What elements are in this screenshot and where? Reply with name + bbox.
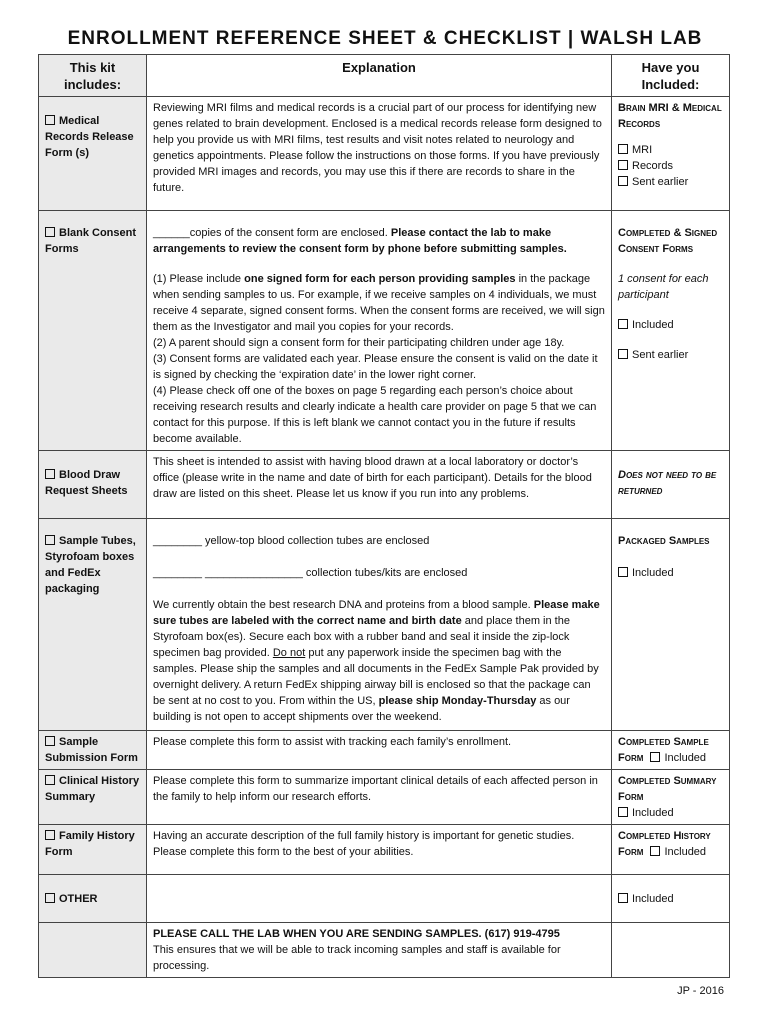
item-consent: Blank Consent Forms bbox=[39, 211, 147, 451]
header-kit: This kit includes: bbox=[39, 55, 147, 97]
checkbox-included[interactable] bbox=[650, 846, 660, 856]
explanation-sample-tubes: ________ yellow-top blood collection tubes are enclosed ________ ________________ collection tubes/kits are enclosed We currently obtain the best research DNA and proteins from a blood sample. Please make sure tubes are labeled with the correct name and birth date and place them in the Styrofoam box(es). Secure each box with a rubber band and seal it inside the zip-lock specimen bag provided. Do not put any paperwork inside the specimen bag with the samples. Please ship the samples and all documents in the FedEx Sample Pak provided by overnight delivery. A return FedEx shipping airway bill is enclosed so that the package can be sent at no cost to you. From within the US, please ship Monday-Thursday as our building is not open to accept shipments over the weekend. bbox=[147, 519, 612, 731]
explanation-medical-records: Reviewing MRI films and medical records is a crucial part of our process for identifying new genes related to brain development. Enclosed is a medical records release form designed to help you provide us with MRI films, test results and visit notes related to neurology and genetics appointments. Please follow the instructions on those forms. If you have previously provided MRI images and records, you may use this if there are records to share in the future. bbox=[147, 97, 612, 211]
check-blood-draw bbox=[612, 451, 730, 519]
checkbox-sent-earlier[interactable] bbox=[618, 349, 628, 359]
page-title: ENROLLMENT REFERENCE SHEET & CHECKLIST | WALSH LAB bbox=[67, 28, 703, 49]
explanation-clinical-history: Please complete this form to summarize important clinical details of each affected person in the family to help inform our research efforts. bbox=[147, 770, 612, 825]
check-title: Does not need to be returned bbox=[618, 469, 717, 497]
explanation-submission-form: Please complete this form to assist with tracking each family’s enrollment. bbox=[147, 731, 612, 770]
item-empty bbox=[39, 923, 147, 978]
item-other: OTHER bbox=[39, 875, 147, 923]
item-submission-form: Sample Submission Form bbox=[39, 731, 147, 770]
check-family-history: Completed History Form Included bbox=[612, 825, 730, 875]
check-title: Completed & Signed Consent Forms bbox=[618, 227, 718, 255]
check-other: Included bbox=[612, 875, 730, 923]
check-submission-form: Completed Sample Form Included bbox=[612, 731, 730, 770]
check-sample-tubes: Packaged Samples Included bbox=[612, 519, 730, 731]
checkbox-records[interactable] bbox=[618, 160, 628, 170]
check-title: Brain MRI & Medical Records bbox=[618, 102, 722, 130]
header-included: Have you Included: bbox=[612, 55, 730, 97]
item-sample-tubes: Sample Tubes, Styrofoam boxes and FedEx packaging bbox=[39, 519, 147, 731]
item-medical-records: Medical Records Release Form (s) bbox=[39, 97, 147, 211]
checklist-table bbox=[38, 54, 730, 978]
check-consent: Completed & Signed Consent Forms 1 consent for each participant Included Sent earlier bbox=[612, 211, 730, 451]
check-empty bbox=[612, 923, 730, 978]
checkbox-mri[interactable] bbox=[618, 144, 628, 154]
row-consent bbox=[39, 211, 730, 451]
check-medical-records: Brain MRI & Medical Records MRI Records Sent earlier bbox=[612, 97, 730, 211]
row-blood-draw bbox=[39, 451, 730, 519]
checkbox[interactable] bbox=[45, 469, 55, 479]
explanation-other[interactable] bbox=[147, 875, 612, 923]
item-family-history: Family History Form bbox=[39, 825, 147, 875]
checkbox-included[interactable] bbox=[618, 567, 628, 577]
checkbox[interactable] bbox=[45, 893, 55, 903]
checkbox-included[interactable] bbox=[650, 752, 660, 762]
checkbox[interactable] bbox=[45, 115, 55, 125]
checkbox[interactable] bbox=[45, 736, 55, 746]
call-lab-note: PLEASE CALL THE LAB WHEN YOU ARE SENDING SAMPLES. (617) 919-4795 This ensures that we will be able to track incoming samples and staff is available for processing. bbox=[147, 923, 612, 978]
explanation-consent: ______copies of the consent form are enclosed. Please contact the lab to make arrangements to review the consent form by phone before submitting samples. (1) Please include one signed form for each person providing samples in the package when sending samples to us. For example, if we receive samples on 4 individuals, we must receive 4 separate, signed consent forms. When the consent forms are received, we will sign them as the Investigator and mail you copies for your records. (2) A parent should sign a consent form for their participating children under age 18y. (3) Consent forms are validated each year. Please ensure the consent is valid on the date it is signed by checking the ‘expiration date’ in the lower right corner. (4) Please check off one of the boxes on page 5 regarding each person’s choice about receiving research results and clearly indicate a health care provider on page 5 that we can contact for this purpose. If this is left blank we cannot contact you in the future if results become available. bbox=[147, 211, 612, 451]
explanation-blood-draw: This sheet is intended to assist with having blood drawn at a local laboratory or doctor’s office (please write in the name and date of birth for each participant). Details for the blood draw are listed on this sheet. Please let us know if you run into any problems. bbox=[147, 451, 612, 519]
checkbox[interactable] bbox=[45, 830, 55, 840]
header-row bbox=[39, 55, 730, 97]
header-explanation: Explanation bbox=[147, 55, 612, 97]
row-sample-tubes bbox=[39, 519, 730, 731]
row-clinical-history bbox=[39, 770, 730, 825]
row-call-lab bbox=[39, 923, 730, 978]
row-medical-records bbox=[39, 97, 730, 211]
check-clinical-history: Completed Summary Form Included bbox=[612, 770, 730, 825]
row-other bbox=[39, 875, 730, 923]
checkbox-included[interactable] bbox=[618, 893, 628, 903]
item-clinical-history: Clinical History Summary bbox=[39, 770, 147, 825]
checkbox[interactable] bbox=[45, 775, 55, 785]
explanation-family-history: Having an accurate description of the full family history is important for genetic studies. Please complete this form to the best of your abilities. bbox=[147, 825, 612, 875]
checkbox-included[interactable] bbox=[618, 319, 628, 329]
check-title: Packaged Samples bbox=[618, 535, 710, 547]
row-submission-form bbox=[39, 731, 730, 770]
checkbox[interactable] bbox=[45, 227, 55, 237]
checkbox-sent-earlier[interactable] bbox=[618, 176, 628, 186]
checkbox[interactable] bbox=[45, 535, 55, 545]
row-family-history bbox=[39, 825, 730, 875]
item-blood-draw: Blood Draw Request Sheets bbox=[39, 451, 147, 519]
checkbox-included[interactable] bbox=[618, 807, 628, 817]
check-note: 1 consent for each participant bbox=[618, 273, 709, 301]
footer-version: JP - 2016 bbox=[677, 985, 724, 997]
